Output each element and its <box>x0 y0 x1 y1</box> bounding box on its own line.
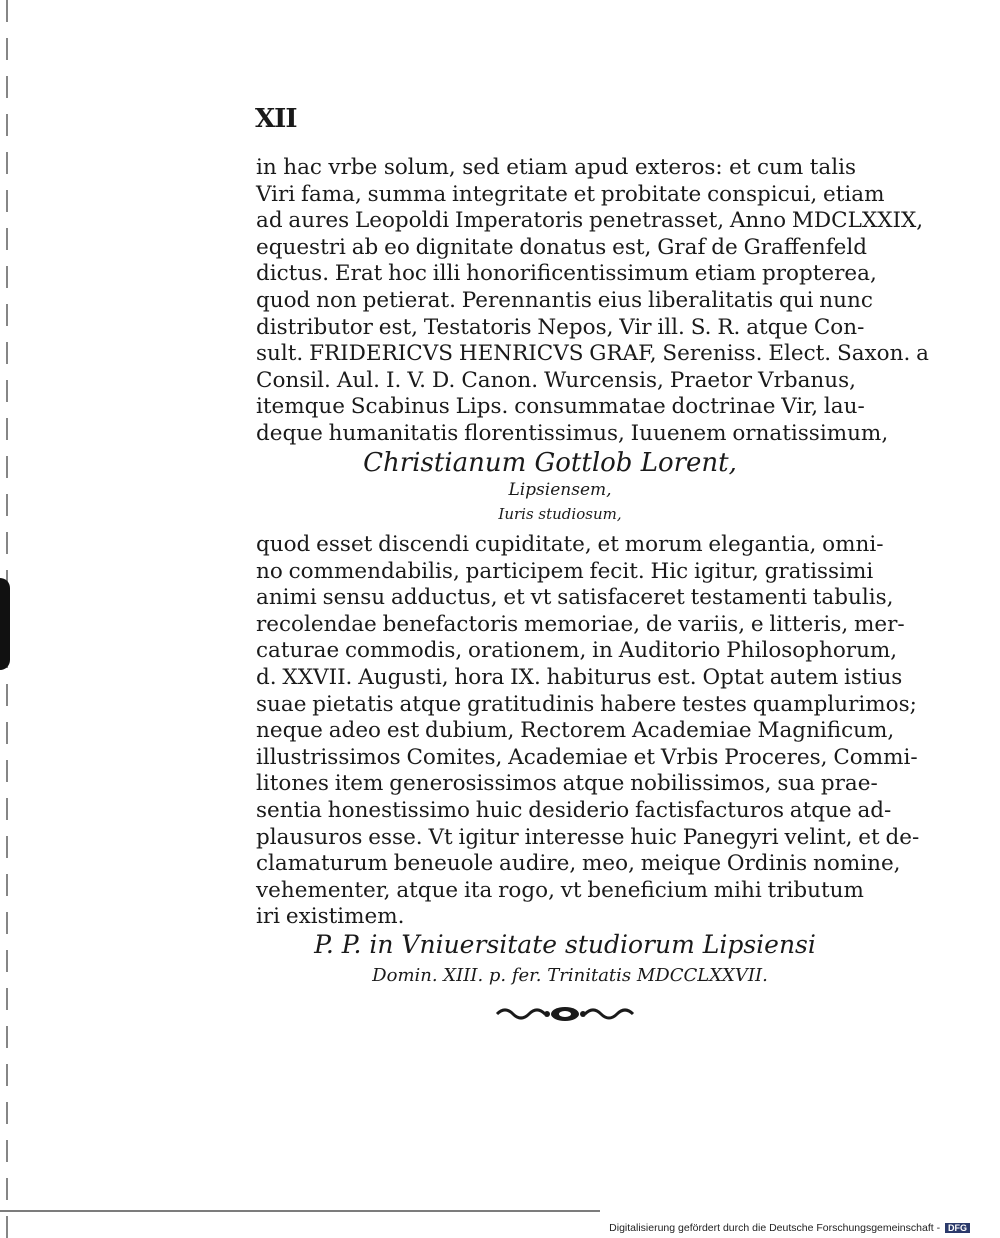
text-line: plausuros esse. Vt igitur interesse huic Panegyri velint, et de- <box>256 824 920 850</box>
paragraph-1 <box>256 155 929 448</box>
text-line: quod esset discendi cupiditate, et morum elegantia, omni- <box>256 532 884 557</box>
text-line: suae pietatis atque gratitudinis habere testes quamplurimos; <box>256 691 917 717</box>
scan-margin-blot <box>0 578 10 670</box>
text-line: deque humanitatis florentissimus, Iuuenem ornatissimum, <box>256 420 889 446</box>
text-line: sentia honestissimo huic desiderio factisfacturos atque ad- <box>256 797 892 823</box>
text-line: in hac vrbe solum, sed etiam apud exteros: et cum talis <box>256 155 856 180</box>
text-line: neque adeo est dubium, Rectorem Academiae Magnificum, <box>256 718 895 744</box>
scan-bottom-edge <box>0 1210 600 1212</box>
text-line: quod non petierat. Perennantis eius liberalitatis qui nunc <box>256 287 873 313</box>
honoree-origin: Lipsiensem, <box>508 480 612 500</box>
text-line: itemque Scabinus Lips. consummatae doctrinae Vir, lau- <box>256 394 865 420</box>
honoree-name: Christianum Gottlob Lorent, <box>363 448 737 478</box>
signature-date: Domin. XIII. p. fer. Trinitatis MDCCLXXVII. <box>372 965 768 986</box>
honoree-studies: Iuris studiosum, <box>498 505 622 523</box>
signature-place: P. P. in Vniuersitate studiorum Lipsiensi <box>314 930 816 959</box>
text-line: litones item generosissimos atque nobilissimos, sua prae- <box>256 771 878 797</box>
paragraph-2 <box>256 532 920 931</box>
text-line: dictus. Erat hoc illi honorificentissimum etiam propterea, <box>256 261 877 287</box>
digitization-credit <box>609 1222 970 1234</box>
text-line: distributor est, Testatoris Nepos, Vir ill. S. R. atque Con- <box>256 314 865 340</box>
text-line: no commendabilis, participem fecit. Hic igitur, gratissimi <box>256 558 874 584</box>
text-line: Consil. Aul. I. V. D. Canon. Wurcensis, Praetor Vrbanus, <box>256 367 856 393</box>
printer-ornament-icon <box>495 1004 635 1024</box>
text-line: clamaturum beneuole audire, meo, meique Ordinis nomine, <box>256 851 901 877</box>
text-line: Viri fama, summa integritate et probitate conspicui, etiam <box>256 181 885 207</box>
text-line: equestri ab eo dignitate donatus est, Graf de Graffenfeld <box>256 234 868 260</box>
text-line: vehementer, atque ita rogo, vt beneficium mihi tributum <box>256 877 864 903</box>
credit-text: Digitalisierung gefördert durch die Deutsche Forschungsgemeinschaft - <box>609 1222 941 1234</box>
text-line: ad aures Leopoldi Imperatoris penetrasset, Anno MDCLXXIX, <box>256 208 924 234</box>
text-line: animi sensu adductus, et vt satisfaceret testamenti tabulis, <box>256 585 894 611</box>
text-line: caturae commodis, orationem, in Auditorio Philosophorum, <box>256 638 898 664</box>
text-line: sult. FRIDERICVS HENRICVS GRAF, Sereniss. Elect. Saxon. a <box>256 341 929 367</box>
page-number: XII <box>255 104 297 134</box>
text-line last-line: iri existimem. <box>256 904 405 930</box>
text-line: recolendae benefactoris memoriae, de variis, e litteris, mer- <box>256 611 905 637</box>
text-line: d. XXVII. Augusti, hora IX. habiturus est. Optat autem istius <box>256 664 903 690</box>
dfg-logo-icon: DFG <box>945 1223 970 1233</box>
text-line: illustrissimos Comites, Academiae et Vrbis Proceres, Commi- <box>256 744 918 770</box>
